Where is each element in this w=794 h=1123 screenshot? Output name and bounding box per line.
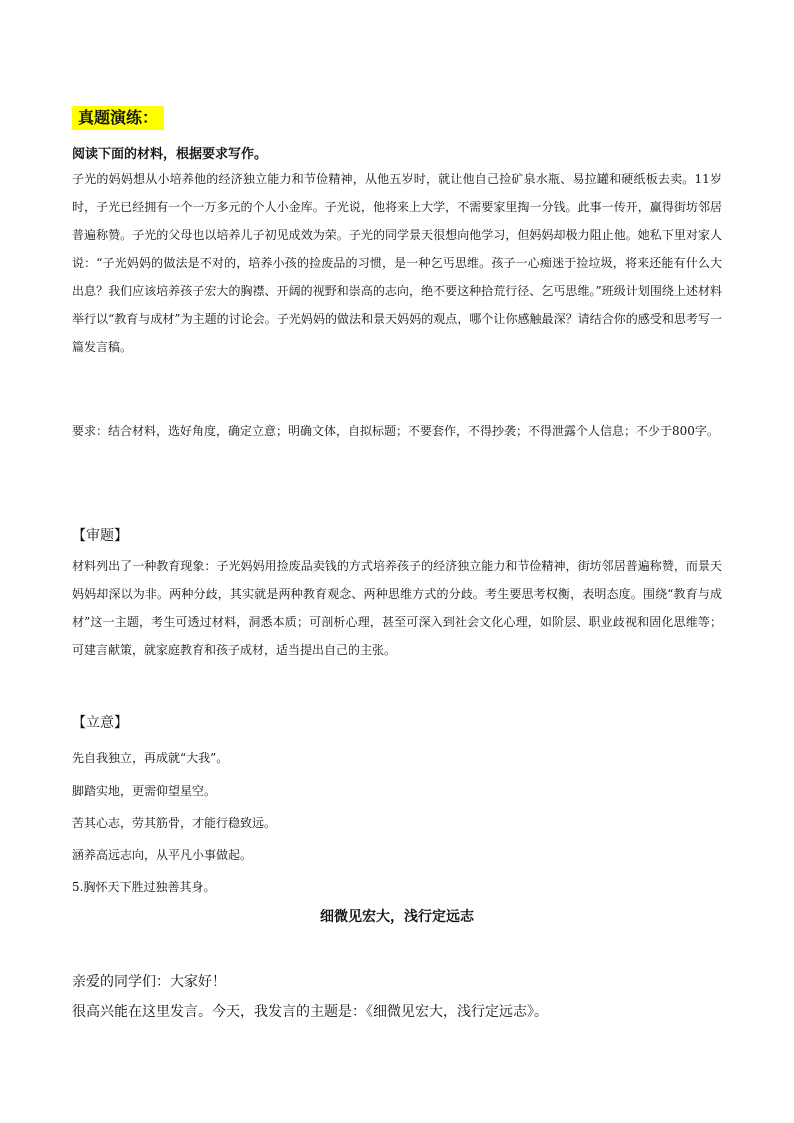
section-badge: 真题演练： <box>72 106 164 130</box>
thesis-point: 苦其心志，劳其筋骨，才能行稳致远。 <box>72 816 277 830</box>
analysis-paragraph: 材料列出了一种教育现象：子光妈妈用捡废品卖钱的方式培养孩子的经济独立能力和节俭精神，街坊邻居普遍称赞，而景天妈妈却深以为非。两种分歧，其实就是两种教育观念、两种思维方式的分歧。考生要思考权衡，表明态度。围绕“教育与成材”这一主题，考生可透过材料，洞悉本质；可剖析心理，甚至可深入到社会文化心理，如阶层、职业歧视和固化思维等；可建言献策，就家庭教育和孩子成材，适当提出自己的主张。 <box>72 559 722 657</box>
essay-title: 细微见宏大，浅行定远志 <box>320 909 474 925</box>
essay-greeting: 亲爱的同学们：大家好！ <box>72 974 226 990</box>
thesis-point: 脚踏实地，更需仰望星空。 <box>72 784 217 798</box>
thesis-point: 先自我独立，再成就“大我”。 <box>72 751 229 765</box>
material-paragraph: 子光的妈妈想从小培养他的经济独立能力和节俭精神，从他五岁时，就让他自己捡矿泉水瓶、易拉罐和硬纸板去卖。11岁时，子光已经拥有一个一万多元的个人小金库。子光说，他将来上大学，不需要家里掏一分钱。此事一传开，赢得街坊邻居普遍称赞。子光的父母也以培养儿子初见成效为荣。子光的同学景天很想向他学习，但妈妈却极力阻止他。她私下里对家人说：“子光妈妈的做法是不对的，培养小孩的捡废品的习惯，是一种乞丐思维。孩子一心痴迷于捡垃圾，将来还能有什么大出息？我们应该培养孩子宏大的胸襟、开阔的视野和崇高的志向，绝不要这种拾荒行径、乞丐思维。”班级计划围绕上述材料举行以“教育与成材”为主题的讨论会。子光妈妈的做法和景天妈妈的观点，哪个让你感触最深？请结合你的感受和思考写一篇发言稿。 <box>72 172 722 354</box>
writing-prompt: 阅读下面的材料，根据要求写作。 <box>72 147 268 162</box>
analysis-heading: 【审题】 <box>72 528 128 544</box>
thesis-point: 涵养高远志向，从平凡小事做起。 <box>72 848 253 862</box>
thesis-point: 5.胸怀天下胜过独善其身。 <box>72 880 216 894</box>
essay-opening: 很高兴能在这里发言。今天，我发言的主题是：《细微见宏大，浅行定远志》。 <box>72 1004 548 1020</box>
requirements-paragraph: 要求：结合材料，选好角度，确定立意；明确文体，自拟标题；不要套作，不得抄袭；不得泄露个人信息；不少于800字。 <box>72 424 719 438</box>
thesis-heading: 【立意】 <box>72 715 128 731</box>
